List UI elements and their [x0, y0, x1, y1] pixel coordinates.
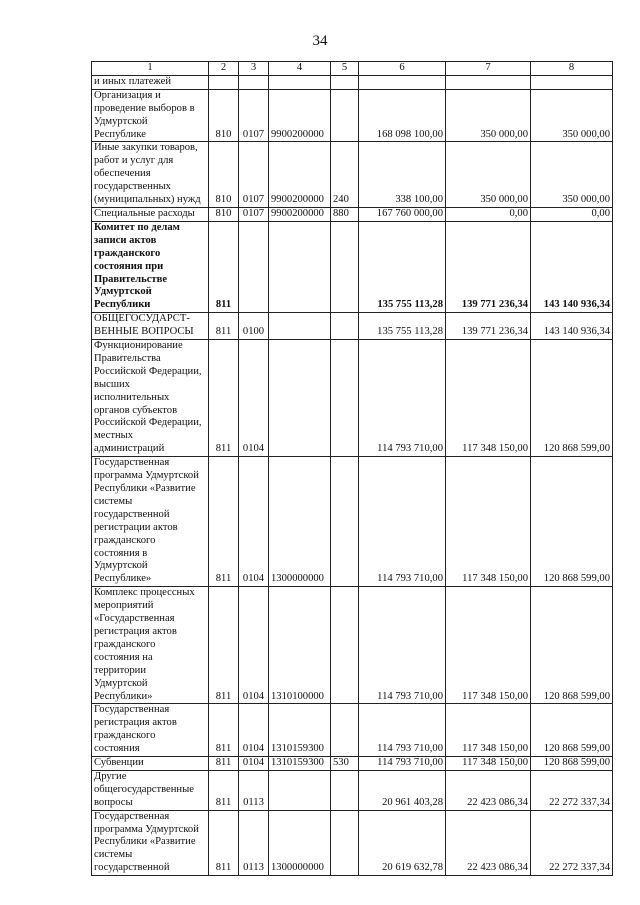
col-csr: 1310159300	[269, 757, 331, 771]
col-sum-3: 0,00	[531, 207, 613, 221]
col-gr: 811	[209, 704, 239, 757]
row-name-line: Удмуртской	[94, 115, 148, 127]
col-sum-1: 338 100,00	[359, 142, 446, 208]
row-name-line: государственных	[94, 181, 171, 193]
col-sum-2	[446, 75, 531, 89]
row-name	[92, 770, 209, 810]
col-vr: 530	[331, 757, 359, 771]
table-row	[92, 457, 613, 587]
row-name-line: органов субъектов	[94, 404, 178, 416]
col-sum-2: 350 000,00	[446, 142, 531, 208]
row-name	[92, 587, 209, 704]
col-sum-3: 350 000,00	[531, 89, 613, 142]
col-sum-2: 139 771 236,34	[446, 221, 531, 312]
row-name-line: Государственная	[94, 457, 170, 469]
col-rz	[239, 221, 269, 312]
col-rz: 0104	[239, 704, 269, 757]
col-gr: 811	[209, 221, 239, 312]
row-name-line: исполнительных	[94, 391, 170, 403]
row-name-line: государственной	[94, 862, 170, 874]
col-rz: 0104	[239, 587, 269, 704]
row-name-line: Удмуртской	[94, 286, 152, 298]
row-name-line: Специальные расходы	[94, 207, 195, 219]
col-sum-2: 117 348 150,00	[446, 587, 531, 704]
header-cell: 6	[359, 62, 446, 76]
col-sum-2: 117 348 150,00	[446, 340, 531, 457]
col-rz: 0104	[239, 457, 269, 587]
col-sum-1: 20 619 632,78	[359, 810, 446, 876]
col-sum-2: 139 771 236,34	[446, 313, 531, 340]
col-csr: 1310159300	[269, 704, 331, 757]
row-name-line: Республики»	[94, 690, 153, 702]
row-name	[92, 313, 209, 340]
header-cell: 2	[209, 62, 239, 76]
row-name-line: Российской Федерации,	[94, 365, 202, 377]
col-rz: 0107	[239, 207, 269, 221]
header-cell: 3	[239, 62, 269, 76]
row-name-line: Правительства	[94, 352, 161, 364]
row-name-line: системы	[94, 495, 133, 507]
row-name-line: местных	[94, 430, 134, 442]
row-name-line: состояния в	[94, 547, 148, 559]
table-row	[92, 587, 613, 704]
col-sum-2: 117 348 150,00	[446, 757, 531, 771]
row-name-line: вопросы	[94, 796, 133, 808]
col-sum-1: 168 098 100,00	[359, 89, 446, 142]
col-vr	[331, 340, 359, 457]
col-sum-2: 0,00	[446, 207, 531, 221]
table-row	[92, 770, 613, 810]
col-vr	[331, 75, 359, 89]
col-sum-1: 114 793 710,00	[359, 704, 446, 757]
col-sum-1: 114 793 710,00	[359, 587, 446, 704]
row-name-line: администраций	[94, 443, 165, 455]
row-name-line: гражданского	[94, 638, 156, 650]
row-name-line: состояния при	[94, 260, 164, 272]
row-name-line: и иных платежей	[94, 75, 171, 87]
row-name-line: гражданского	[94, 730, 156, 742]
col-vr	[331, 704, 359, 757]
row-name-line: Республики	[94, 299, 151, 311]
col-sum-1: 20 961 403,28	[359, 770, 446, 810]
row-name-line: программа Удмуртской	[94, 470, 199, 482]
row-name-line: Государственная	[94, 810, 170, 822]
col-csr	[269, 313, 331, 340]
col-csr: 1300000000	[269, 457, 331, 587]
col-csr: 1300000000	[269, 810, 331, 876]
row-name-line: территории	[94, 664, 147, 676]
col-sum-3: 350 000,00	[531, 142, 613, 208]
col-sum-1: 114 793 710,00	[359, 757, 446, 771]
row-name-line: государственной	[94, 508, 170, 520]
col-vr	[331, 89, 359, 142]
row-name-line: регистрация актов	[94, 717, 177, 729]
col-gr: 810	[209, 89, 239, 142]
col-rz	[239, 75, 269, 89]
row-name-line: Субвенции	[94, 757, 144, 769]
table-row	[92, 340, 613, 457]
col-sum-3: 120 868 599,00	[531, 340, 613, 457]
col-sum-1	[359, 75, 446, 89]
row-name-line: Иные закупки товаров,	[94, 142, 198, 154]
col-sum-1: 114 793 710,00	[359, 340, 446, 457]
row-name-line: гражданского	[94, 247, 161, 259]
col-rz: 0100	[239, 313, 269, 340]
col-sum-3: 143 140 936,34	[531, 221, 613, 312]
col-gr: 811	[209, 313, 239, 340]
row-name-line: состояния	[94, 743, 140, 755]
table-row	[92, 221, 613, 312]
row-name-line: проведение выборов в	[94, 102, 195, 114]
row-name-line: записи актов	[94, 234, 157, 246]
header-cell: 1	[92, 62, 209, 76]
row-name	[92, 89, 209, 142]
table-row	[92, 313, 613, 340]
header-cell: 7	[446, 62, 531, 76]
col-vr	[331, 221, 359, 312]
row-name-line: Удмуртской	[94, 560, 148, 572]
row-name-line: регистрации актов	[94, 521, 178, 533]
col-rz: 0104	[239, 757, 269, 771]
table-row	[92, 810, 613, 876]
row-name-line: Российской Федерации,	[94, 417, 202, 429]
row-name	[92, 757, 209, 771]
row-name-line: регистрация актов	[94, 625, 177, 637]
table-row	[92, 142, 613, 208]
row-name-line: высших	[94, 378, 130, 390]
col-csr: 9900200000	[269, 207, 331, 221]
col-sum-2: 117 348 150,00	[446, 457, 531, 587]
col-vr	[331, 313, 359, 340]
row-name-line: общегосударственные	[94, 783, 194, 795]
row-name-line: Другие	[94, 770, 127, 782]
header-cell: 5	[331, 62, 359, 76]
col-vr: 880	[331, 207, 359, 221]
col-csr	[269, 770, 331, 810]
col-vr	[331, 770, 359, 810]
col-csr	[269, 221, 331, 312]
row-name-line: «Государственная	[94, 613, 175, 625]
row-name-line: Республики «Развитие	[94, 483, 196, 494]
col-sum-2: 22 423 086,34	[446, 810, 531, 876]
row-name	[92, 142, 209, 208]
page-number: 34	[312, 33, 328, 49]
col-sum-1: 114 793 710,00	[359, 457, 446, 587]
col-gr	[209, 75, 239, 89]
col-rz: 0113	[239, 770, 269, 810]
row-name-line: Правительстве	[94, 273, 168, 285]
col-gr: 811	[209, 457, 239, 587]
col-sum-3: 120 868 599,00	[531, 587, 613, 704]
row-name-line: ОБЩЕГОСУДАРСТ-	[94, 313, 190, 325]
row-name-line: Республике	[94, 128, 146, 140]
row-name-line: гражданского	[94, 534, 156, 546]
col-sum-2: 117 348 150,00	[446, 704, 531, 757]
col-gr: 811	[209, 810, 239, 876]
col-sum-1: 135 755 113,28	[359, 313, 446, 340]
col-vr	[331, 457, 359, 587]
row-name-line: Республике»	[94, 573, 152, 585]
row-name	[92, 457, 209, 587]
row-name-line: Удмуртской	[94, 677, 148, 689]
row-name	[92, 75, 209, 89]
col-sum-3	[531, 75, 613, 89]
col-gr: 811	[209, 587, 239, 704]
col-csr: 9900200000	[269, 142, 331, 208]
col-gr: 811	[209, 757, 239, 771]
row-name-line: обеспечения	[94, 168, 151, 180]
col-sum-3: 120 868 599,00	[531, 704, 613, 757]
header-cell: 4	[269, 62, 331, 76]
col-sum-3: 120 868 599,00	[531, 457, 613, 587]
col-gr: 811	[209, 340, 239, 457]
row-name-line: Государственная	[94, 704, 170, 716]
row-name-line: мероприятий	[94, 600, 154, 612]
col-rz: 0113	[239, 810, 269, 876]
table-row	[92, 75, 613, 89]
row-name-line: Организация и	[94, 89, 161, 101]
budget-table	[91, 61, 613, 876]
row-name-line: программа Удмуртской	[94, 823, 199, 835]
header-cell: 8	[531, 62, 613, 76]
row-name-line: состояния на	[94, 651, 153, 663]
table-row	[92, 704, 613, 757]
col-csr: 9900200000	[269, 89, 331, 142]
col-sum-1: 135 755 113,28	[359, 221, 446, 312]
col-vr	[331, 810, 359, 876]
col-sum-3: 143 140 936,34	[531, 313, 613, 340]
col-rz: 0107	[239, 142, 269, 208]
row-name-line: системы	[94, 849, 133, 861]
table-row	[92, 207, 613, 221]
col-csr: 1310100000	[269, 587, 331, 704]
col-sum-1: 167 760 000,00	[359, 207, 446, 221]
row-name-line: (муниципальных) нужд	[94, 194, 201, 206]
row-name	[92, 810, 209, 876]
col-gr: 811	[209, 770, 239, 810]
row-name	[92, 207, 209, 221]
row-name-line: ВЕННЫЕ ВОПРОСЫ	[94, 326, 194, 338]
col-sum-2: 350 000,00	[446, 89, 531, 142]
table-row	[92, 89, 613, 142]
row-name-line: работ и услуг для	[94, 155, 174, 167]
row-name-line: Республики «Развитие	[94, 836, 196, 848]
col-sum-3: 22 272 337,34	[531, 810, 613, 876]
col-csr	[269, 340, 331, 457]
col-vr	[331, 587, 359, 704]
col-gr: 810	[209, 142, 239, 208]
table-row	[92, 757, 613, 771]
row-name	[92, 704, 209, 757]
col-sum-3: 22 272 337,34	[531, 770, 613, 810]
col-gr: 810	[209, 207, 239, 221]
col-sum-3: 120 868 599,00	[531, 757, 613, 771]
col-rz: 0104	[239, 340, 269, 457]
col-sum-2: 22 423 086,34	[446, 770, 531, 810]
col-csr	[269, 75, 331, 89]
row-name-line: Комитет по делам	[94, 221, 180, 233]
col-vr: 240	[331, 142, 359, 208]
row-name-line: Функционирование	[94, 340, 183, 352]
col-rz: 0107	[239, 89, 269, 142]
row-name-line: Комплекс процессных	[94, 587, 195, 599]
row-name	[92, 221, 209, 312]
row-name	[92, 340, 209, 457]
header-row	[92, 62, 613, 76]
